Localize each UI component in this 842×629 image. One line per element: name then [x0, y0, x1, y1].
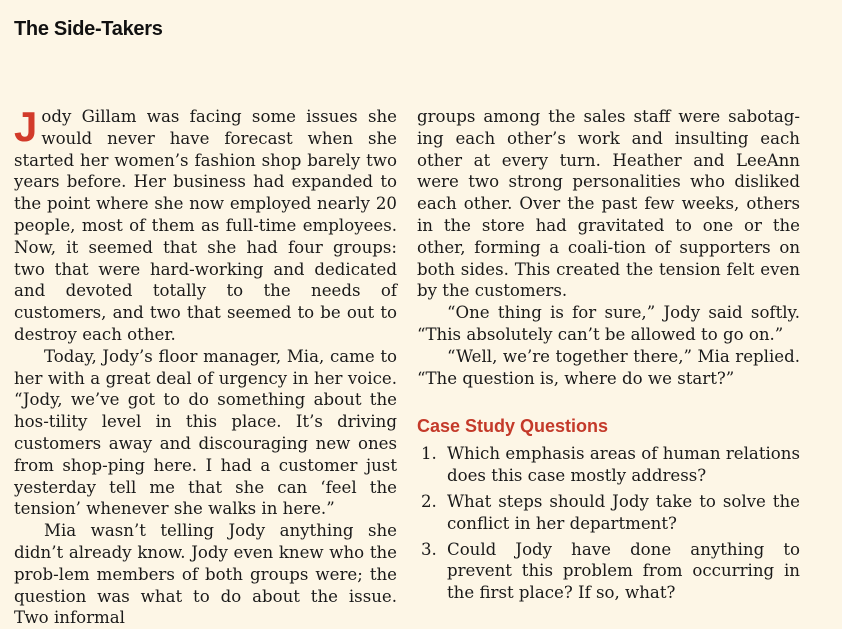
- drop-cap: J: [14, 103, 38, 150]
- question-number: 2.: [421, 491, 437, 511]
- question-item: [417, 491, 800, 535]
- paragraph-2: Today, Jody’s floor manager, Mia, came to her with a great deal of urgency in her voice. “Jody, we’ve got to do something about the hos-tility level in this place. It’s driving customers away and discouraging new ones from shop-ping here. I had a customer just yesterday tell me that she can ‘feel the tension’ whenever she walks in here.”: [14, 346, 397, 519]
- question-number: 3.: [421, 539, 437, 559]
- question-text: What steps should Jody take to solve the conflict in her department?: [447, 491, 800, 533]
- paragraph-4: groups among the sales staff were sabotag-ing each other’s work and insulting each other at every turn. Heather and LeeAnn were two strong personalities who disliked each other. Over the past few weeks, others in the store had gravitated to one or the other, forming a coali-tion of supporters on both sides. This created the tension felt even by the customers.: [417, 107, 800, 301]
- question-item: [417, 539, 800, 604]
- paragraph-1-text: ody Gillam was facing some issues she would never have forecast when she started her women’s fashion shop barely two years before. Her business had expanded to the point where she now employed nearly 20 people, most of them as full-time employees. Now, it seemed that she had four groups: two that were hard-working and dedicated and devoted totally to the needs of customers, and two that seemed to be out to destroy each other.: [14, 107, 397, 344]
- right-column: [417, 106, 800, 608]
- paragraph-6: “Well, we’re together there,” Mia replied. “The question is, where do we start?”: [417, 346, 800, 388]
- question-text: Which emphasis areas of human relations does this case mostly address?: [447, 444, 800, 486]
- left-column: [14, 103, 397, 629]
- paragraph-5: “One thing is for sure,” Jody said softly. “This absolutely can’t be allowed to go on.”: [417, 303, 800, 344]
- question-number: 1.: [421, 444, 437, 464]
- case-study-questions: [417, 443, 800, 604]
- question-item: [417, 443, 800, 487]
- paragraph-1: [14, 103, 397, 346]
- paragraph-3: Mia wasn’t telling Jody anything she didn’t already know. Jody even knew who the prob-lem members of both groups were; the question was what to do about the issue. Two informal: [14, 521, 397, 628]
- case-study-heading: Case Study Questions: [417, 416, 609, 437]
- question-text: Could Jody have done anything to prevent this problem from occurring in the first place? If so, what?: [447, 539, 800, 603]
- page-title: The Side-Takers: [14, 18, 163, 40]
